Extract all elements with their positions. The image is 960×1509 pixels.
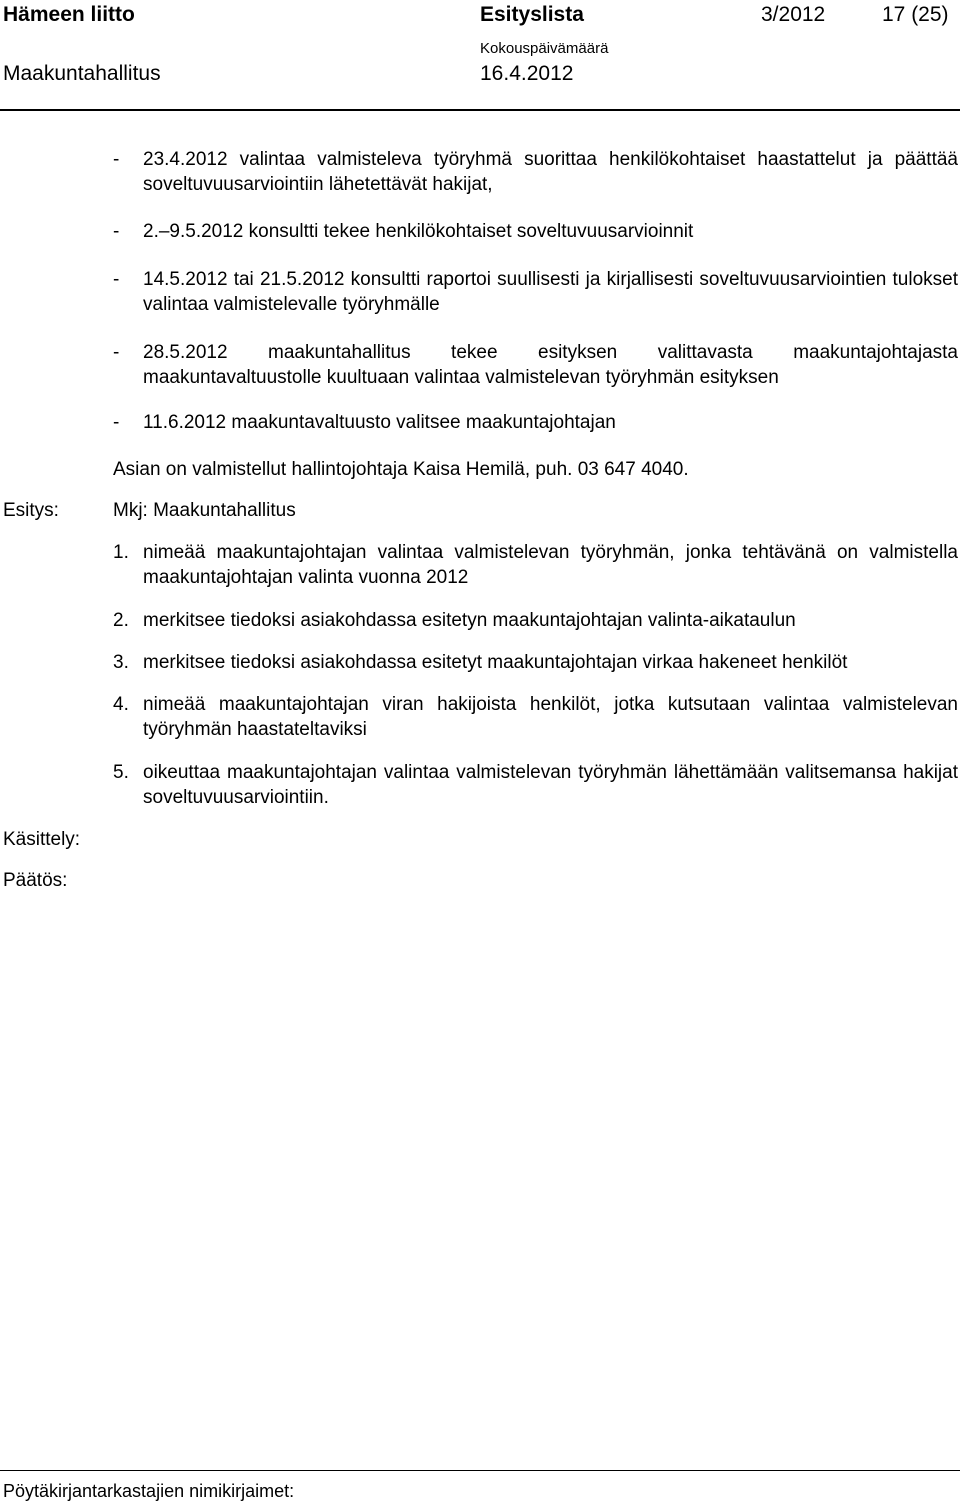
proposal-item [113,650,958,675]
schedule-item [113,410,958,435]
governing-body: Maakuntahallitus [3,62,161,85]
proposal-text: merkitsee tiedoksi asiakohdassa esitetyn maakuntajohtajan valinta-aikataulun [143,610,796,631]
proposal-text: nimeää maakuntajohtajan valintaa valmistelevan työryhmän, jonka tehtävänä on valmistella maakuntajohtajan valinta vuonna 2012 [143,542,958,588]
proposal-item [113,760,958,810]
organization-name: Hämeen liitto [3,3,135,26]
schedule-item [113,267,958,317]
schedule-item [113,219,958,244]
document-type: Esityslista [480,3,584,26]
schedule-item-text: 2.–9.5.2012 konsultti tekee henkilökohtaiset soveltuvuusarvioinnit [143,221,694,242]
schedule-item [113,147,958,197]
signature-label: Pöytäkirjantarkastajien nimikirjaimet: [3,1481,295,1501]
proposal-text: merkitsee tiedoksi asiakohdassa esitetyt maakuntajohtajan virkaa hakeneet henkilöt [143,652,848,673]
proposal-item [113,540,958,590]
proposal-number: 4. [113,694,129,715]
header-divider [0,109,960,111]
list-dash: - [113,221,120,242]
meeting-date-label: Kokouspäivämäärä [480,40,609,57]
list-dash: - [113,149,120,170]
proposal-text: oikeuttaa maakuntajohtajan valintaa valmistelevan työryhmän lähettämään valitsemansa hakijat soveltuvuusarviointiin. [143,762,958,808]
schedule-item-text: 14.5.2012 tai 21.5.2012 konsultti raportoi suullisesti ja kirjallisesti soveltuvuusarviointien tulokset valintaa valmistelevalle työryhmälle [143,269,958,315]
schedule-item-text: 28.5.2012 maakuntahallitus tekee esityksen valittavasta maakuntajohtajasta maakuntavaltuustolle kuultuaan valintaa valmistelevan työryhmän esityksen [143,342,958,388]
page-number: 17 (25) [882,3,949,26]
meeting-date: 16.4.2012 [480,62,574,85]
document-number: 3/2012 [761,3,826,26]
list-dash: - [113,412,120,433]
label-kasittely: Käsittely: [3,829,81,850]
proposal-item [113,692,958,742]
proposal-number: 1. [113,542,129,563]
preparer-info: Asian on valmistellut hallintojohtaja Kaisa Hemilä, puh. 03 647 4040. [113,459,689,480]
schedule-item-text: 11.6.2012 maakuntavaltuusto valitsee maakuntajohtajan [143,412,616,433]
proposal-item [113,608,958,633]
proposal-text: nimeää maakuntajohtajan viran hakijoista henkilöt, jotka kutsutaan valintaa valmistelevan työryhmän haastateltaviksi [143,694,958,740]
list-dash: - [113,269,120,290]
schedule-item-text: 23.4.2012 valintaa valmisteleva työryhmä suorittaa henkilökohtaiset haastattelut ja päättää soveltuvuusarviointiin lähetettävät hakijat, [143,149,958,195]
label-esitys: Esitys: [3,500,59,521]
footer-divider [0,1470,960,1471]
proposal-number: 5. [113,762,129,783]
label-paatos: Päätös: [3,870,68,891]
proposal-mkj: Mkj: Maakuntahallitus [113,500,296,521]
list-dash: - [113,342,120,363]
schedule-item [113,340,958,390]
proposal-number: 3. [113,652,129,673]
proposal-number: 2. [113,610,129,631]
